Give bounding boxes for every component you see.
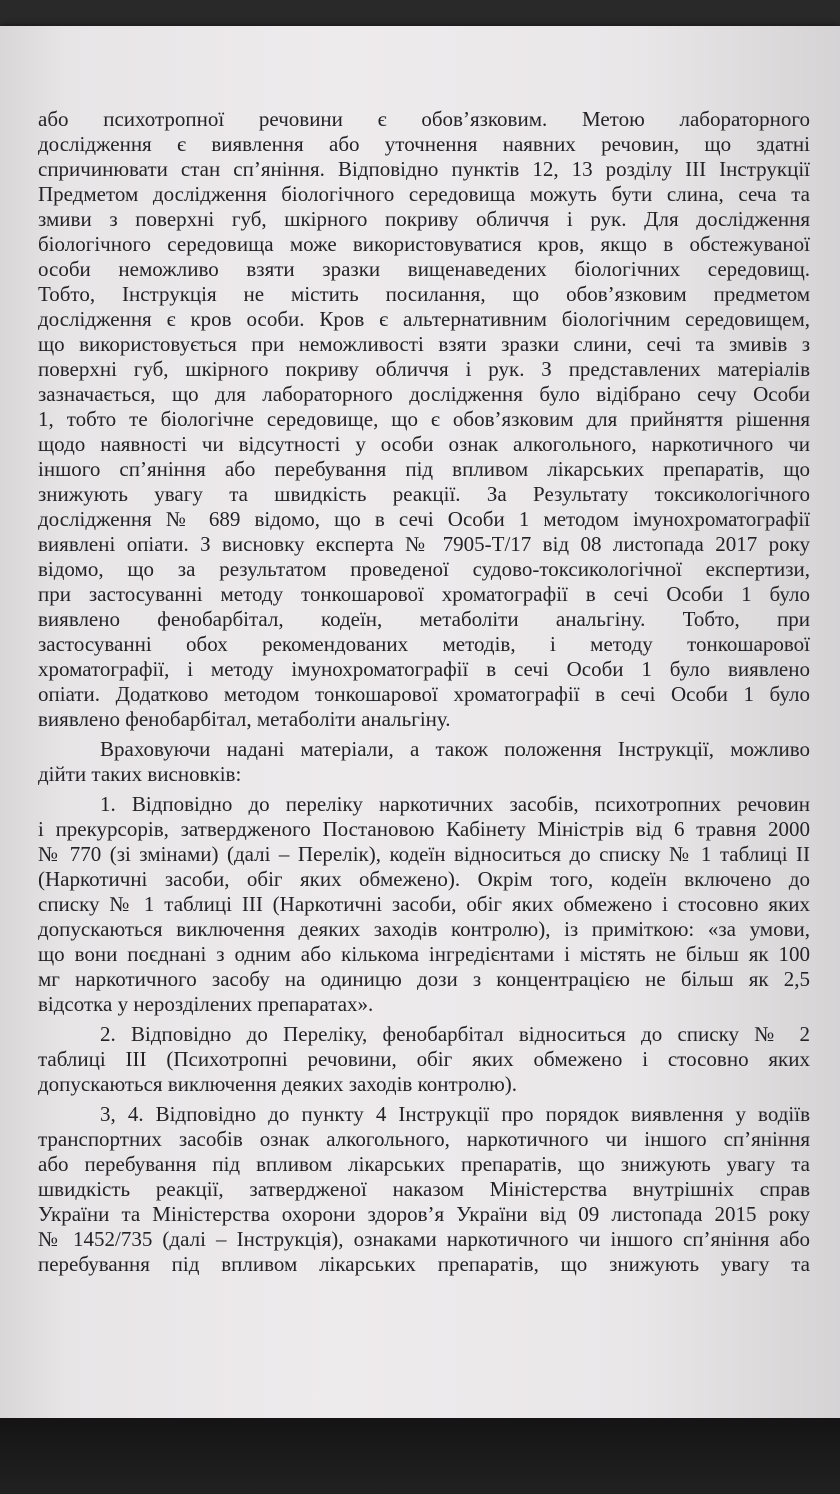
text-line: Тобто, Інструкція не містить посилання, що обов’язковим предметом (38, 282, 810, 306)
text-line: щодо наявності чи відсутності у особи ознак алкогольного, наркотичного чи (38, 432, 810, 456)
text-line: (Наркотичні засоби, обіг яких обмежено). Окрім того, кодеїн включено до (38, 867, 810, 891)
text-line: Предметом дослідження біологічного середовища можуть бути слина, сеча та (38, 182, 810, 206)
page-text (0, 26, 840, 1418)
text-line: зазначається, що для лабораторного дослідження було відібрано сечу Особи (38, 382, 810, 406)
text-line: що використовується при неможливості взяти зразки слини, сечі та змивів з (38, 332, 810, 356)
text-line: спричинювати стан сп’яніння. Відповідно пунктів 12, 13 розділу ІІІ Інструкції (38, 157, 810, 181)
text-line: і прекурсорів, затвердженого Постановою Кабінету Міністрів від 6 травня 2000 (38, 817, 810, 841)
text-line: допускаються виключення деяких заходів контролю). (38, 1072, 518, 1096)
text-line: України та Міністерства охорони здоров’я України від 09 листопада 2015 року (38, 1202, 810, 1226)
text-line: допускаються виключення деяких заходів контролю), із приміткою: «за умови, (38, 917, 810, 941)
text-line: 3, 4. Відповідно до пункту 4 Інструкції про порядок виявлення у водіїв (100, 1102, 810, 1126)
text-line: швидкість реакції, затвердженої наказом Міністерства внутрішніх справ (38, 1177, 810, 1201)
text-line: № 1452/735 (далі – Інструкція), ознаками наркотичного чи іншого сп’яніння або (38, 1227, 810, 1251)
text-line: виявлені опіати. З висновку експерта № 7905-Т/17 від 08 листопада 2017 року (38, 532, 810, 556)
text-line: Враховуючи надані матеріали, а також положення Інструкції, можливо (100, 737, 810, 761)
text-line: іншого сп’яніння або перебування під впливом лікарських препаратів, що (38, 457, 810, 481)
text-line: виявлено фенобарбітал, метаболіти анальгіну. (38, 707, 451, 731)
text-line: 2. Відповідно до Переліку, фенобарбітал відноситься до списку № 2 (100, 1022, 810, 1046)
text-line: дослідження є виявлення або уточнення наявних речовин, що здатні (38, 132, 810, 156)
text-line: таблиці ІІІ (Психотропні речовини, обіг яких обмежено і стосовно яких (38, 1047, 810, 1071)
text-line: дослідження № 689 відомо, що в сечі Особи 1 методом імунохроматографії (38, 507, 810, 531)
text-line: при застосуванні методу тонкошарової хроматографії в сечі Особи 1 було (38, 582, 810, 606)
text-line: біологічного середовища може використовуватися кров, якщо в обстежуваної (38, 232, 810, 256)
text-line: мг наркотичного засобу на одиницю дози з концентрацією не більш як 2,5 (38, 967, 810, 991)
text-line: № 770 (зі змінами) (далі – Перелік), кодеїн відноситься до списку № 1 таблиці ІІ (38, 842, 810, 866)
text-line: виявлено фенобарбітал, кодеїн, метаболіти анальгіну. Тобто, при (38, 607, 810, 631)
text-line: застосуванні обох рекомендованих методів, і методу тонкошарової (38, 632, 810, 656)
text-line: дійти таких висновків: (38, 762, 242, 786)
text-line: списку № 1 таблиці ІІІ (Наркотичні засоби, обіг яких обмежено і стосовно яких (38, 892, 810, 916)
text-line: або психотропної речовини є обов’язковим. Метою лабораторного (38, 107, 810, 131)
text-line: особи неможливо взяти зразки вищенаведених біологічних середовищ. (38, 257, 810, 281)
table-surface (0, 1418, 840, 1494)
text-line: дослідження є кров особи. Кров є альтернативним біологічним середовищем, (38, 307, 810, 331)
text-line: перебування під впливом лікарських препаратів, що знижують увагу та (38, 1252, 810, 1276)
text-line: поверхні губ, шкірного покриву обличчя і рук. З представлених матеріалів (38, 357, 810, 381)
document-page (0, 26, 840, 1418)
text-line: хроматографії, і методу імунохроматографії в сечі Особи 1 було виявлено (38, 657, 810, 681)
text-line: 1, тобто те біологічне середовище, що є обов’язковим для прийняття рішення (38, 407, 810, 431)
text-line: змиви з поверхні губ, шкірного покриву обличчя і рук. Для дослідження (38, 207, 810, 231)
text-line: відсотка у нерозділених препаратах». (38, 992, 374, 1016)
text-line: або перебування під впливом лікарських препаратів, що знижують увагу та (38, 1152, 810, 1176)
text-line: опіати. Додатково методом тонкошарової хроматографії в сечі Особи 1 було (38, 682, 810, 706)
text-line: знижують увагу та швидкість реакції. За Результату токсикологічного (38, 482, 810, 506)
text-line: транспортних засобів ознак алкогольного, наркотичного чи іншого сп’яніння (38, 1127, 810, 1151)
text-line: 1. Відповідно до переліку наркотичних засобів, психотропних речовин (100, 792, 810, 816)
text-line: відомо, що за результатом проведеної судово-токсикологічної експертизи, (38, 557, 810, 581)
text-line: що вони поєднані з одним або кількома інгредієнтами і містять не більш як 100 (38, 942, 810, 966)
